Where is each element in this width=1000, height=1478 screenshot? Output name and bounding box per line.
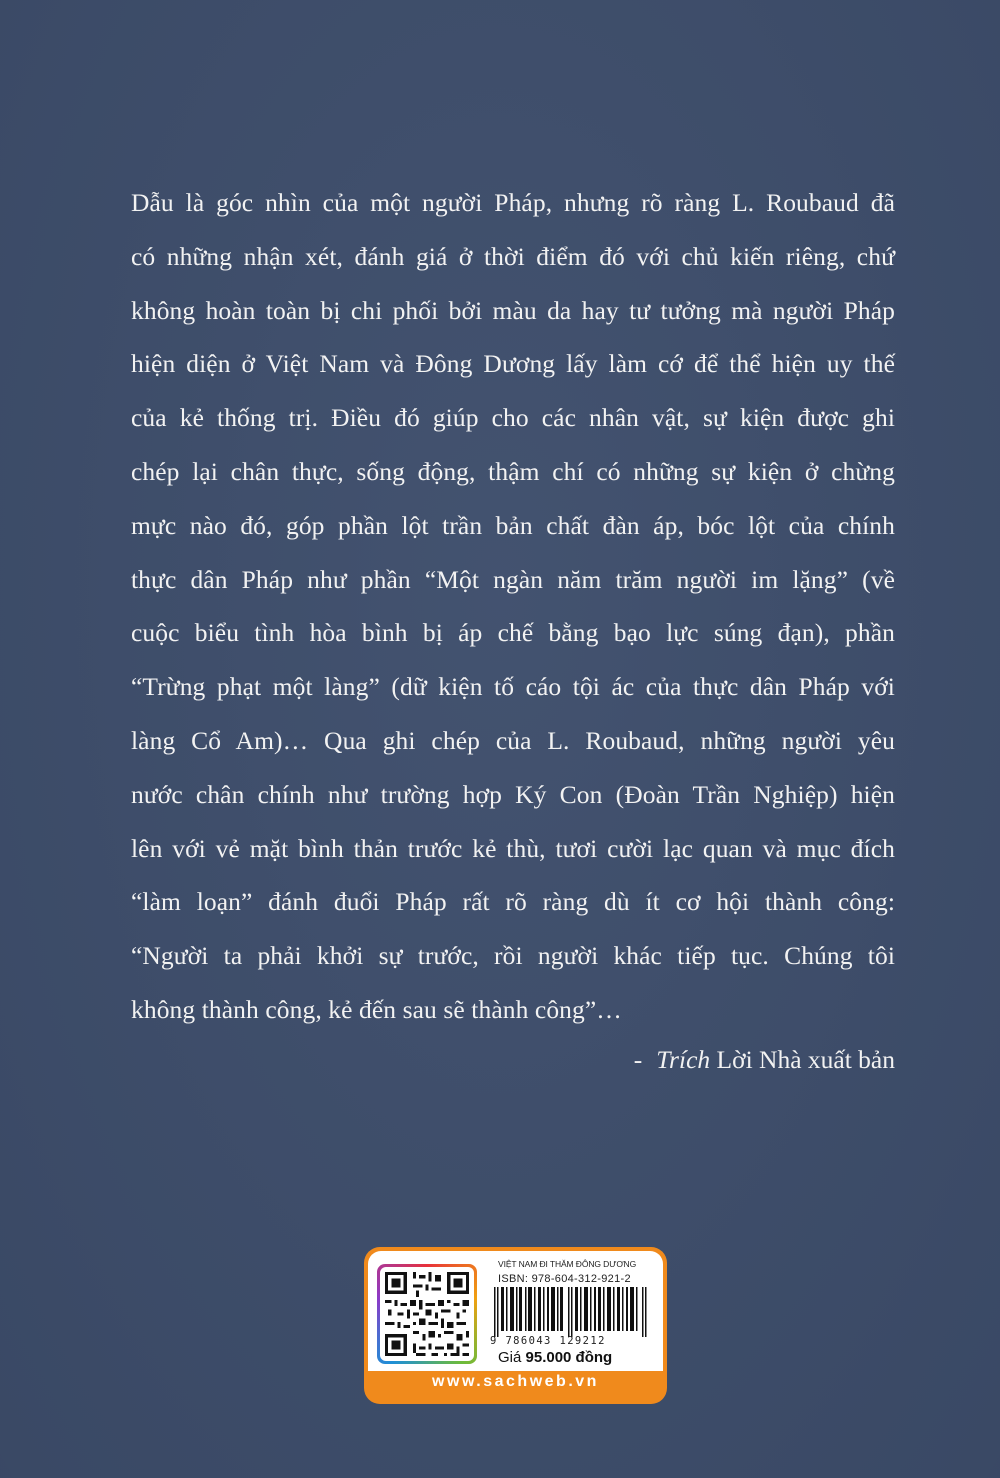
blurb-line: chép lại chân thực, sống động, thậm chí có những sự kiện ở chừng xyxy=(131,456,895,486)
price-sticker xyxy=(364,1247,667,1404)
blurb-line: của kẻ thống trị. Điều đó giúp cho các nhân vật, sự kiện được ghi xyxy=(131,403,895,433)
blurb-line: thực dân Pháp như phần “Một ngàn năm trăm người im lặng” (về xyxy=(131,564,895,594)
attribution xyxy=(634,1040,895,1080)
blurb-line: “làm loạn” đánh đuổi Pháp rất rõ ràng dù ít cơ hội thành công: xyxy=(131,887,895,917)
blurb-line: cuộc biểu tình hòa bình bị áp chế bằng bạo lực súng đạn), phần xyxy=(131,618,895,648)
blurb-line: làng Cổ Am)… Qua ghi chép của L. Roubaud, những người yêu xyxy=(131,725,895,755)
barcode-digits: 9 786043 129212 xyxy=(490,1335,606,1347)
isbn-number: ISBN: 978-604-312-921-2 xyxy=(498,1273,631,1285)
price-label xyxy=(498,1349,612,1366)
attribution-italic: Trích xyxy=(656,1045,711,1074)
blurb-line: có những nhận xét, đánh giá ở thời điểm đó với chủ kiến riêng, chứ xyxy=(131,241,895,271)
blurb-line: “Trừng phạt một làng” (dữ kiện tố cáo tội ác của thực dân Pháp với xyxy=(131,672,895,702)
website-link[interactable]: www.sachweb.vn xyxy=(432,1373,599,1390)
blurb-line: mực nào đó, góp phần lột trần bản chất đàn áp, bóc lột của chính xyxy=(131,510,895,540)
blurb-line: hiện diện ở Việt Nam và Đông Dương lấy làm cớ để thể hiện uy thế xyxy=(131,349,895,379)
barcode-icon xyxy=(488,1287,654,1337)
blurb-line: lên với vẻ mặt bình thản trước kẻ thù, tươi cười lạc quan và mục đích xyxy=(131,833,895,863)
blurb-line: không hoàn toàn bị chi phối bởi màu da hay tư tưởng mà người Pháp xyxy=(131,295,895,325)
price-prefix: Giá xyxy=(498,1349,522,1366)
qr-code-icon[interactable] xyxy=(382,1269,472,1359)
blurb-line: không thành công, kẻ đến sau sẽ thành công”… xyxy=(131,994,622,1024)
blurb-line: nước chân chính như trường hợp Ký Con (Đoàn Trần Nghiệp) hiện xyxy=(131,779,895,809)
sticker-book-title: VIỆT NAM ĐI THĂM ĐÔNG DƯƠNG xyxy=(498,1259,637,1269)
price-value: 95.000 đồng xyxy=(525,1349,613,1366)
attribution-dash: - xyxy=(633,1045,643,1074)
attribution-source: Lời Nhà xuất bản xyxy=(716,1045,895,1074)
blurb-line: “Người ta phải khởi sự trước, rồi người khác tiếp tục. Chúng tôi xyxy=(131,941,895,971)
sticker-label xyxy=(368,1251,663,1371)
blurb-line: Dẫu là góc nhìn của một người Pháp, nhưng rõ ràng L. Roubaud đã xyxy=(131,188,895,217)
blurb-text xyxy=(131,176,895,1037)
